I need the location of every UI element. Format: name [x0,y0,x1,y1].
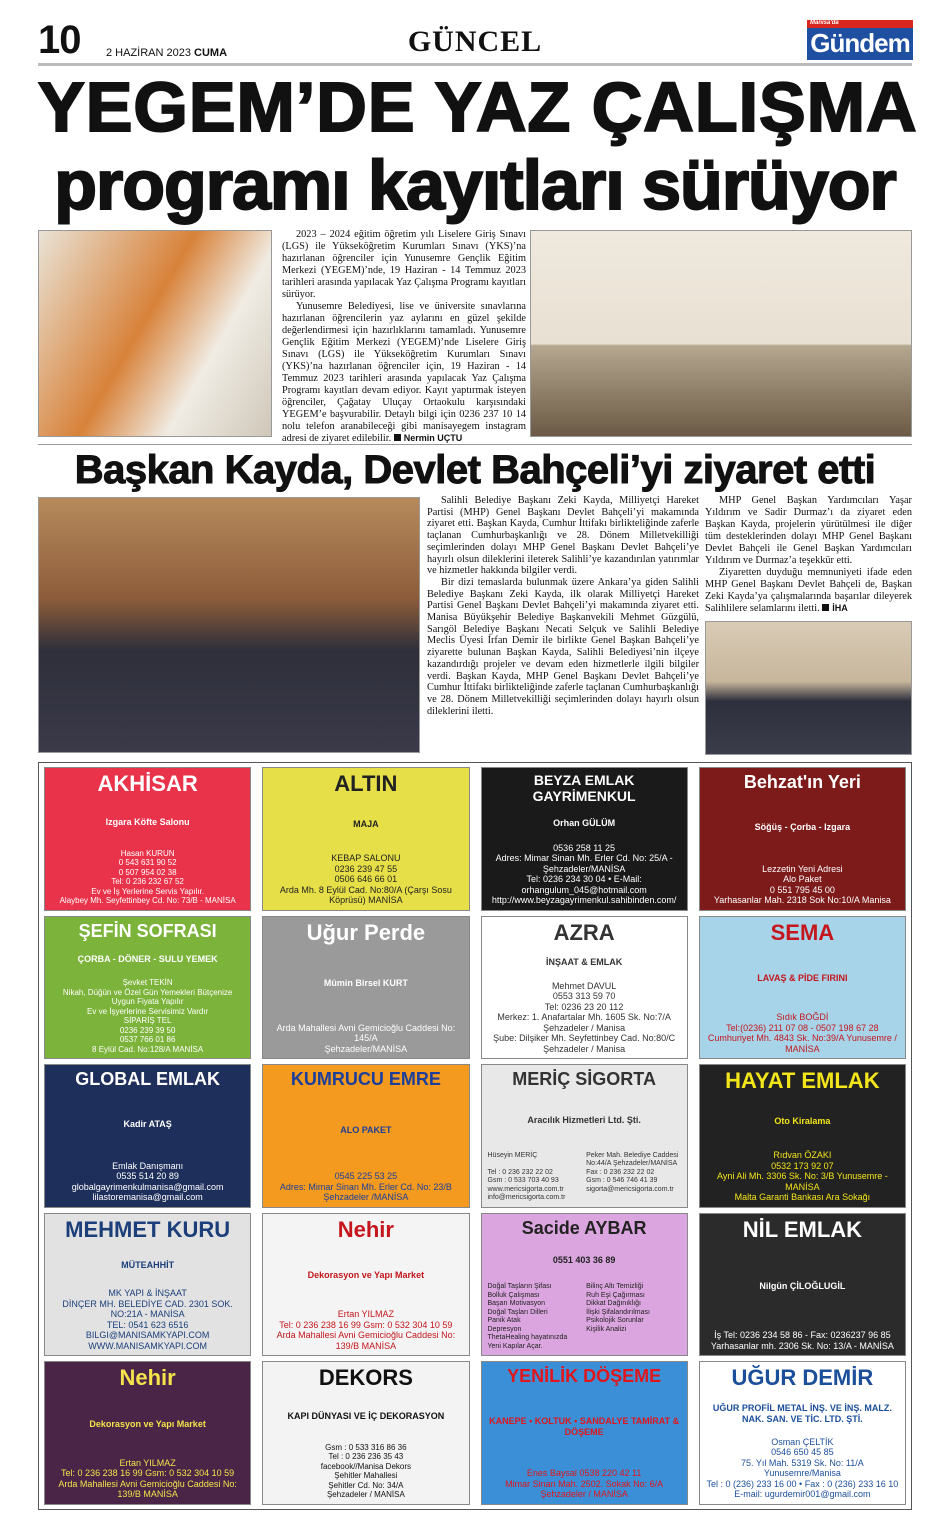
paragraph: Yunusemre Belediyesi, lise ve üniversite sınavlarına hazırlanan öğrencilerin yaz aylarını en güzel şekilde değerlendirmesi için hazırlıklarını tamamladı. Yunusemre Gençlik Eğitim Merkezi (YEGEM)’nde Liselere Giriş Sınavı (LGS) ile Yükseköğretim Kurumları Sınavı (YKS)’na hazırlanan öğrenciler için, 19 Haziran - 14 Temmuz 2023 tarihleri arasında yapılacak Yaz Çalışma Programı kayıtları devam ediyor. Kayıt yaptırmak isteyen öğrenciler, Çağatay Uluçay Ortaokulu karşısındaki YEGEM’e başvurabilir. Detaylı bilgi için 0236 237 10 14 nolu telefon aranabileceği gibi manisayegem instagram adresi de ziyaret edilebilir. Nermin UÇTU [282,301,526,444]
ad-subtitle: Dekorasyon ve Yapı Market [307,1270,425,1281]
ad-line: Mimar Sinan Mah. 2502. Sokak No: 6/A Şehzadeler / MANİSA [505,1478,664,1500]
ad-line: 0 543 631 90 52 [118,858,177,868]
ad-subtitle: Oto Kiralama [774,1116,831,1127]
ad-line: Yarhasanlar Mah. 2318 Sok No:10/A Manisa [713,895,891,906]
ad-line: Şehitler Cd. No: 34/A [328,1480,404,1490]
ad-line: DİNÇER MH. BELEDİYE CAD. 2301 SOK. NO:21A - MANİSA [62,1298,233,1320]
advertisement [44,916,251,1060]
ad-details [269,853,462,906]
ad-line: Peker Mah. Belediye Caddesi No:44/A Şehzadeler/MANİSA [586,1151,679,1168]
advertisement [481,1361,688,1505]
ad-line: lilastoremanisa@gmail.com [92,1192,203,1203]
ad-details [706,1150,899,1203]
advertisement [481,767,688,911]
ad-line: Doğal Taşların Şifası [487,1283,552,1291]
advertisement [44,767,251,911]
ad-line: www.mericsigorta.com.tr [487,1185,564,1193]
ad-subtitle: KANEPE • KOLTUK • SANDALYE TAMİRAT & DÖŞEME [489,1416,680,1438]
advertisement [699,1064,906,1208]
ad-details [51,1458,244,1500]
ad-line: Ertan YILMAZ [337,1309,395,1320]
ad-line: Rıdvan ÖZAKI [773,1150,832,1161]
ad-subtitle: 0551 403 36 89 [552,1255,616,1266]
ad-line: 0545 225 53 25 [334,1171,398,1182]
ad-line: Malta Garanti Bankası Ara Sokağı [734,1192,871,1203]
ad-title: ŞEFİN SOFRASI [78,920,217,941]
ad-subtitle: KAPI DÜNYASI VE İÇ DEKORASYON [287,1411,445,1422]
ad-line: Arda Mahallesi Avni Gemicioğlu Caddesi No: 139/B MANİSA [276,1330,456,1351]
paragraph: 2023 – 2024 eğitim öğretim yılı Liselere Giriş Sınavı (LGS) ile Yükseköğretim Kurumları Sınavı (YKS)’na hazırlanan öğrenciler için Yunusemre Gençlik Eğitim Merkezi (YEGEM)’nde, 19 Haziran - 14 Temmuz 2023 tarihleri arasında yapılacak Yaz Çalışma Programı kayıtları sürüyor. [282,229,526,300]
ad-details [488,1152,681,1203]
ad-line: Depresyon [487,1325,522,1333]
advertisement [699,767,906,911]
ad-line: Cumhuriyet Mh. 4843 Sk. No:39/A Yunusemre / MANİSA [707,1033,897,1054]
headline-line-2: programı kayıtları sürüyor [54,146,896,224]
ad-line: KEBAP SALONU [331,853,401,864]
ad-line: 0 507 954 02 38 [118,867,177,877]
ad-details [269,1023,462,1055]
ad-title: Uğur Perde [306,919,426,945]
article2-body-col1 [427,495,699,717]
ad-line: Tel: 0236 234 30 04 • E-Mail: orhangulum_045@hotmail.com [521,874,647,895]
ad-title: Nehir [119,1365,176,1391]
ad-details [269,1171,462,1203]
ad-details [269,1309,462,1351]
ad-line: Emlak Danışmanı [112,1160,184,1171]
ad-line: info@mericsigorta.com.tr [487,1194,566,1202]
ad-details [706,1012,899,1054]
ad-title: UĞUR DEMİR [731,1365,874,1391]
ad-line: Osman ÇELTİK [771,1436,834,1447]
advertisement [262,1361,469,1505]
ad-title: Behzat'ın Yeri [743,772,861,792]
paragraph: Salihli Belediye Başkanı Zeki Kayda, Milliyetçi Hareket Partisi (MHP) Genel Başkanı Devlet Bahçeli’yi makamında ziyaret etti. Başkan Kayda, Cumhur İttifakı birlikteliğinde zaferle taçlanan Cumhurbaşkanlığı ve 28. Dönem Milletvekilliği seçimlerinden dolayı MHP Genel Başkanı Devlet Bahçeli’ye hayırlı olsun dileklerini ileterek Salihli’ye kazandırılan yatırımlar ve hizmetler hakkında bilgiler verdi. [427,495,699,577]
ad-line: Şehzadeler /MANİSA [323,1192,409,1203]
ad-line: 0532 173 92 07 [771,1160,834,1171]
ad-line: 0535 514 20 89 [116,1171,179,1182]
ad-subtitle: İNŞAAT & EMLAK [545,957,623,968]
ad-line: Alaybey Mh. Seyfettinbey Cd. No: 73/B - MANİSA [59,896,236,906]
ad-line: 75. Yıl Mah. 5319 Sk. No: 11/A Yunusemre/Manisa [741,1457,864,1479]
ad-line: 8 Eylül Cad. No:128/A MANİSA [92,1044,204,1054]
ad-line: Merkez: 1. Anafartalar Mh. 1605 Sk. No:7/A Şehzadeler / Manisa [497,1012,671,1033]
ad-line: Enes Baysal 0538 220 42 11 [526,1468,642,1479]
ad-details [51,1161,244,1203]
advertisement [481,1064,688,1208]
ad-line: Şube: Dilşiker Mh. Seyfettinbey Cad. No:80/C Şehzadeler / Manisa [493,1033,676,1054]
advertisements-grid [38,762,912,1510]
ad-line: Lezzetin Yeni Adresi [762,863,843,874]
ad-details [706,1330,899,1351]
ad-line: 0236 239 47 55 [334,863,398,874]
advertisement [262,916,469,1060]
ad-line: http://www.beyzagayrimenkul.sahibinden.com/ [491,895,677,906]
ad-line: Psikolojik Sorunlar [586,1317,644,1325]
ad-title: SEMA [770,919,835,945]
advertisement [262,1064,469,1208]
ad-details [706,1437,899,1500]
ad-line: Bilinç Altı Temizliği [586,1283,644,1291]
student-writing-photo [38,230,272,437]
ad-line: 0553 313 59 70 [552,991,616,1002]
logo-small: Manisa'da [810,20,839,26]
ad-line: 0536 258 11 25 [553,842,616,853]
ad-title: AZRA [553,919,615,945]
ad-details [706,864,899,906]
ad-line: Ayni Ali Mh. 3306 Sk. No: 3/B Yunusemre - MANİSA [716,1171,888,1192]
ad-details [488,1468,681,1500]
ad-line: SİPARİŞ TEL [123,1016,172,1026]
ad-line: Ruh Eşi Çağırması [586,1291,645,1299]
advertisement [699,1361,906,1505]
ad-line: Arda Mh. 8 Eylül Cad. No:80/A (Çarşı Sosu Köprüsü) MANİSA [279,884,452,906]
ad-line: Ev ve İş Yerlerine Servis Yapılır. [91,886,204,896]
header-rule [38,63,912,66]
ad-line: facebook//Manisa Dekors [320,1461,411,1471]
meeting-photo [38,497,420,753]
ad-line: Şehitler Mahallesi [334,1471,398,1481]
ad-line: Hasan KURUN [120,848,175,858]
ad-line: Gsm : 0 533 703 40 93 [487,1177,559,1185]
ad-line: Şehzadeler/MANİSA [324,1043,408,1054]
page-number: 10 [38,18,81,62]
advertisement [262,767,469,911]
ad-line: Tel : 0 (236) 233 16 00 • Fax : 0 (236) 233 16 10 [706,1478,899,1489]
ad-line: Tel:(0236) 211 07 08 - 0507 198 67 28 [726,1022,879,1033]
ad-line: 0546 650 45 85 [771,1447,834,1458]
advertisement [44,1213,251,1357]
ad-subtitle: Dekorasyon ve Yapı Market [89,1418,206,1429]
ad-line: MK YAPI & İNŞAAT [108,1288,187,1299]
ad-line: İş Tel: 0236 234 58 86 - Fax: 0236237 96 85 [714,1330,891,1341]
ad-details [488,981,681,1055]
ad-line: Adres: Mimar Sinan Mh. Erler Cd. No: 23/B [279,1181,452,1192]
ad-line: Tel: 0 236 232 67 52 [111,877,184,887]
ad-line: E-mail: ugurdemir001@gmail.com [734,1489,871,1500]
ad-line: globalgayrimenkulmanisa@gmail.com [71,1181,224,1192]
ad-subtitle: UĞUR PROFİL METAL İNŞ. VE İNŞ. MALZ. NAK. SAN. VE TİC. LTD. ŞTİ. [712,1402,892,1424]
advertisement [481,1213,688,1357]
ad-subtitle: Söğüş - Çorba - Izgara [754,822,851,833]
ad-line: Doğal Taşları Dilleri [487,1308,548,1316]
ad-line: Şevket TEKİN [122,978,173,988]
ad-line: Tel: 0 236 238 16 99 Gsm: 0 532 304 10 59 [61,1468,235,1479]
article2-body-col2 [705,495,912,615]
ad-title: Sacide AYBAR [521,1217,647,1238]
ad-details [51,1288,244,1351]
ad-line: Yarhasanlar mh. 2306 Sk. No: 13/A - MANİSA [710,1340,894,1351]
ad-line: Gsm : 0 546 746 41 39 [586,1177,658,1185]
ad-title: GLOBAL EMLAK [75,1069,220,1090]
ad-line: Şehzadeler / MANİSA [326,1490,405,1500]
section-rule [38,444,912,445]
ad-line: WWW.MANISAMKYAPI.COM [88,1340,208,1351]
ad-title: AKHİSAR [97,771,198,796]
ad-line: Alo Paket [783,874,822,885]
advertisement [699,916,906,1060]
ad-title: NİL EMLAK [742,1216,863,1242]
ad-line: Ev ve İşyerlerine Servisimiz Vardır [87,1006,209,1016]
advertisement [481,916,688,1060]
ad-subtitle: Orhan GÜLÜM [553,817,616,828]
paragraph: MHP Genel Başkan Yardımcıları Yaşar Yıldırım ve Sadir Durmaz’ı da ziyaret eden Başkan Kayda, projelerin yürütülmesi ile diğer tüm desteklerinden dolayı MHP Genel Başkanı Devlet Bahçeli ile Genel Başkan Yardımcıları Yıldırım ve Durmaz’a teşekkür etti. [705,495,912,566]
ad-line: 0537 766 01 86 [119,1035,176,1045]
ad-title: KUMRUCU EMRE [290,1069,441,1090]
ad-line: Ertan YILMAZ [119,1457,176,1468]
date: 2 HAZİRAN 2023 [106,47,191,59]
newspaper-logo [807,20,913,60]
ad-line: 0 551 795 45 00 [769,884,835,895]
ad-details [51,849,244,906]
ad-subtitle: Nilgün ÇİLOĞLUGİL [759,1280,846,1291]
ad-subtitle: MAJA [353,819,379,830]
ad-title: MERİÇ SİGORTA [512,1069,656,1090]
ad-details [488,1283,681,1351]
ad-details [488,843,681,906]
headline-line-1: YEGEM’DE YAZ ÇALIŞMA [38,68,918,146]
paragraph: Ziyaretten duyduğu memnuniyeti ifade eden MHP Genel Başkanı Devlet Bahçeli de, Başkan Zeki Kayda’ya çalışmalarında başarılar dileyerek Salihlilere selamlarını iletti. İHA [705,567,912,614]
ad-line: Tel : 0 236 236 35 43 [328,1452,404,1462]
ad-line: Arda Mahallesi Avni Gemicioğlu Caddesi No: 145/A [276,1022,456,1044]
ad-subtitle: MÜTEAHHİT [121,1259,175,1270]
ad-line: 0506 646 66 01 [334,874,398,885]
ad-line: Mehmet DAVUL [551,980,617,991]
weekday: CUMA [194,47,228,59]
ad-line: 0236 239 39 50 [119,1025,176,1035]
paragraph: Bir dizi temaslarda bulunmak üzere Ankara’ya giden Salihli Belediye Başkanı Zeki Kayda, ilk olarak Milliyetçi Hareket Partisi Genel Başkanı Devlet Bahçeli’yi makamında ziyaret etti. Manisa Büyükşehir Belediye Başkanvekili Mehmet Güzgülü, Sarıgöl Belediye Başkanı Necati Selçuk ve Salihli Belediye Meclis Üyesi İrfan Demir ile birlikte Genel Başkan Bahçeli’ye ziyarette bulunan Başkan Kayda, Salihli Belediyesi’nin ilçeye kazandırdığı projeler ve devam eden hizmetlerle ilgili bilgiler verdi. Başkan Kayda, MHP Genel Başkanı Devlet Bahçeli’ye Cumhur İttifakı birlikteliğinde zaferle taçlanan Cumhurbaşkanlığı ve 28. Dönem Milletvekilliği seçimlerinden dolayı hayırlı olsun dileklerini iletti. [427,576,699,717]
ad-title: ALTIN [334,771,398,796]
logo-text: Gündem [810,28,910,58]
ad-line: Gsm : 0 533 316 86 36 [325,1442,407,1452]
source-byline: İHA [822,603,848,613]
ad-title: Nehir [337,1216,394,1242]
ad-line: TEL: 0541 623 6516 [106,1319,189,1330]
ad-line: Arda Mahallesi Avni Gemicioğlu Caddesi No: 139/B MANİSA [58,1478,237,1500]
article1-body [282,229,526,445]
ad-line: Bolluk Çalışması [487,1291,540,1299]
ad-line: Tel: 0 236 238 16 99 Gsm: 0 532 304 10 59 [279,1319,453,1330]
ad-subtitle: LAVAŞ & PİDE FIRINI [757,972,848,983]
group-photo [705,621,912,755]
ad-line: Sıdık BOĞDİ [776,1012,829,1023]
section-title: GÜNCEL [407,25,543,58]
ad-title: BEYZA EMLAK GAYRİMENKUL [532,772,636,804]
article2-right-column [705,495,912,755]
ad-title: DEKORS [318,1365,413,1391]
ad-line: BILGI@MANISAMKYAPI.COM [85,1330,210,1341]
classroom-photo [530,230,912,437]
headline-2: Başkan Kayda, Devlet Bahçeli’yi ziyaret etti [74,448,876,492]
ad-subtitle: Aracılık Hizmetleri Ltd. Şti. [527,1114,641,1125]
ad-line: Dikkat Dağınıklığı [586,1300,641,1308]
ad-subtitle: ALO PAKET [340,1124,392,1135]
ad-subtitle: ÇORBA - DÖNER - SULU YEMEK [77,953,218,964]
ad-details [51,978,244,1054]
ad-subtitle: Kadir ATAŞ [123,1119,172,1130]
ad-details [269,1443,462,1500]
ad-line: Nikah, Düğün ve Özel Gün Yemekleri Bütçenize Uygun Fiyata Yapılır [62,987,233,1007]
ad-subtitle: Mümin Birsel KURT [323,978,408,989]
ad-line: Kişilik Analizi [586,1325,627,1333]
advertisement [44,1361,251,1505]
advertisement [699,1213,906,1357]
advertisement [44,1064,251,1208]
ad-line: Tel: 0236 23 20 112 [544,1001,624,1012]
ad-line: Tel : 0 236 232 22 02 [487,1168,553,1176]
ad-title: HAYAT EMLAK [725,1068,880,1094]
ad-line: sigorta@mericsigorta.com.tr [586,1185,674,1193]
ad-subtitle: Izgara Köfte Salonu [105,816,190,827]
ad-line: Panik Atak [487,1317,521,1325]
ad-line: Hüseyin MERİÇ [487,1151,538,1159]
ad-title: YENİLİK DÖŞEME [507,1366,662,1387]
ad-line: İlişki Şifalandırılması [586,1308,650,1316]
ad-line: Başarı Motivasyon [487,1300,546,1308]
ad-title: MEHMET KURU [65,1216,231,1242]
author-byline: Nermin UÇTU [394,433,463,443]
ad-line: Fax : 0 236 232 22 02 [586,1168,655,1176]
advertisement [262,1213,469,1357]
ad-line: ThetaHealing hayatınızda Yeni Kapılar Açar. [487,1334,568,1350]
ad-line: Adres: Mimar Sinan Mh. Erler Cd. No: 25/A - Şehzadeler/MANİSA [495,853,673,874]
